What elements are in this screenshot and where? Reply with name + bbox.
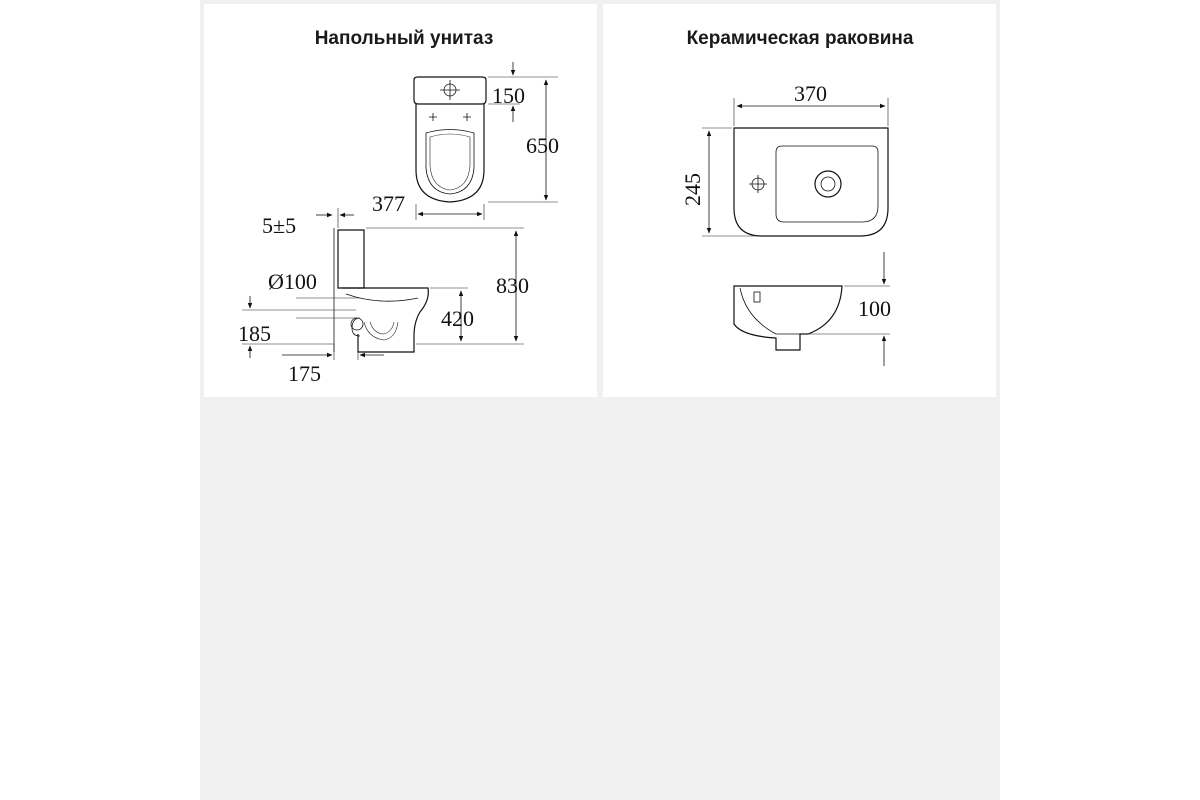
tap-hole-icon — [749, 175, 767, 193]
dim-outlet-height: 185 — [238, 321, 271, 346]
dim-wall-gap: 5±5 — [262, 213, 297, 238]
toilet-title: Напольный унитаз — [314, 28, 494, 49]
basin-side-view — [734, 286, 842, 350]
basin-top-dimensions — [702, 98, 888, 236]
basin-top-view — [734, 128, 888, 236]
toilet-side-view — [334, 228, 428, 352]
flush-button-icon — [440, 80, 460, 100]
dim-seat-height: 420 — [441, 306, 474, 331]
dim-width: 377 — [372, 191, 405, 216]
dim-basin-width: 370 — [794, 81, 827, 106]
dim-tank-depth: 150 — [492, 83, 525, 108]
drain-icon — [815, 171, 841, 197]
dim-outlet-offset: 175 — [288, 361, 321, 386]
basin-title: Керамическая раковина — [686, 28, 914, 49]
dim-outlet-diameter: Ø100 — [268, 269, 317, 294]
toilet-top-view — [414, 77, 486, 202]
dim-basin-depth: 245 — [680, 173, 705, 206]
dim-length: 650 — [526, 133, 559, 158]
dim-basin-height: 100 — [858, 296, 891, 321]
dim-height: 830 — [496, 273, 529, 298]
